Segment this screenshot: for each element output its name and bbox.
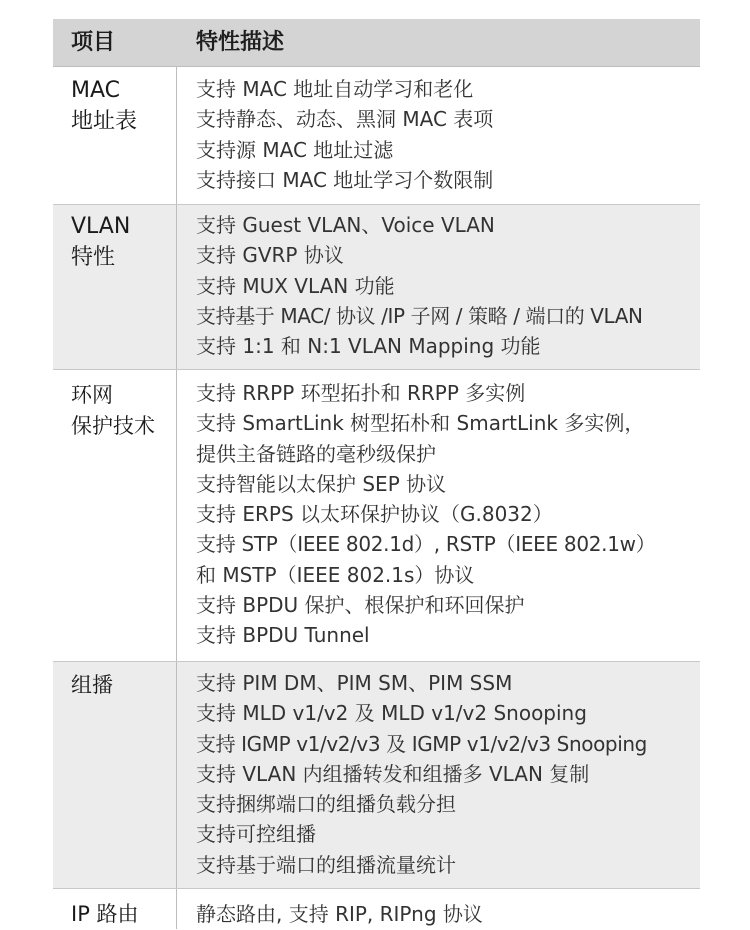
category-line: 保护技术 [71,414,155,438]
row-description [196,370,700,651]
feature-line: 支持 BPDU Tunnel [196,623,370,648]
feature-line: 支持 MUX VLAN 功能 [196,273,395,298]
feature-line: 支持可控组播 [196,822,316,847]
category-line: 特性 [71,245,116,270]
feature-line: 支持基于端口的组播流量统计 [196,852,456,877]
feature-line: 支持 STP（IEEE 802.1d）, RSTP（IEEE 802.1w） [196,532,656,557]
row-description [196,662,700,880]
feature-line: 提供主备链路的毫秒级保护 [196,441,436,466]
category-line: 环网 [71,383,113,407]
feature-line: 支持 SmartLink 树型拓朴和 SmartLink 多实例， [196,411,645,436]
feature-line: 支持 PIM DM、PIM SM、PIM SSM [196,671,513,695]
feature-line: 支持捆绑端口的组播负载分担 [196,792,456,817]
feature-line: 支持 ERPS 以太环保护协议（G.8032） [196,502,553,527]
feature-line: 支持接口 MAC 地址学习个数限制 [196,167,494,192]
category-line: IP 路由 [71,902,139,926]
row-category [53,370,177,661]
feature-line: 支持 BPDU 保护、根保护和环回保护 [196,593,525,618]
category-line: VLAN [71,214,131,239]
row-category [53,889,177,929]
row-category [53,662,177,888]
category-line: 地址表 [71,109,138,134]
table-row-vlan [53,205,700,370]
table-row-multicast [53,662,700,889]
feature-line: 支持 MAC 地址自动学习和老化 [196,77,474,101]
row-description [196,205,700,361]
table-header [53,19,700,67]
row-category [53,67,177,204]
feature-line: 支持 Guest VLAN、Voice VLAN [196,213,495,237]
header-description: 特性描述 [196,30,285,55]
feature-line: 支持 GVRP 协议 [196,243,344,268]
row-category [53,205,177,369]
row-description [196,67,700,195]
feature-line: 支持 MLD v1/v2 及 MLD v1/v2 Snooping [196,701,587,726]
feature-line: 和 MSTP（IEEE 802.1s）协议 [196,562,475,587]
row-description [196,889,700,929]
feature-line: 支持静态、动态、黑洞 MAC 表项 [196,107,494,132]
header-item: 项目 [71,30,116,55]
feature-line: 支持 VLAN 内组播转发和组播多 VLAN 复制 [196,761,590,786]
table-row-ip-routing [53,889,700,929]
feature-line: 支持 1:1 和 N:1 VLAN Mapping 功能 [196,334,541,359]
spec-table [53,19,700,929]
category-line: 组播 [71,673,113,697]
feature-line: 支持源 MAC 地址过滤 [196,137,394,162]
feature-line: 支持 RRPP 环型拓扑和 RRPP 多实例 [196,381,526,405]
table-row-ring-protection [53,370,700,662]
feature-line: 静态路由, 支持 RIP, RIPng 协议 [196,902,483,926]
feature-line: 支持 IGMP v1/v2/v3 及 IGMP v1/v2/v3 Snooping [196,731,647,756]
table-row-mac [53,67,700,205]
category-line: MAC [71,78,121,103]
feature-line: 支持基于 MAC/ 协议 /IP 子网 / 策略 / 端口的 VLAN [196,303,643,328]
feature-line: 支持智能以太保护 SEP 协议 [196,471,447,496]
